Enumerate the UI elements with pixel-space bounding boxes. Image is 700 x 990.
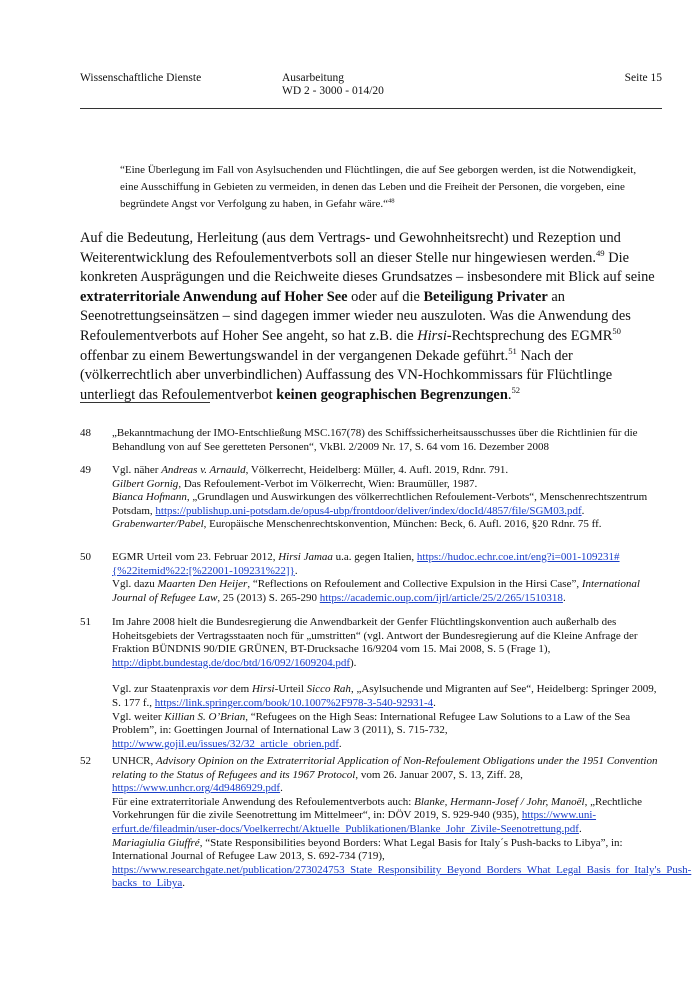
- footnote-text-run: [112, 836, 692, 891]
- footnote-text-run: Vgl. zur Staatenpraxis: [112, 683, 213, 696]
- block-quote: [120, 162, 640, 213]
- bold-text: Beteiligung Privater: [423, 288, 548, 305]
- footnote-text-run: Maarten Den Heijer: [157, 578, 248, 591]
- footnote-number: 52: [80, 755, 91, 767]
- footnote-text: [112, 551, 660, 605]
- footnote-text: „Bekanntmachung der IMO-Entschließung MSC.167(78) des Schiffssicherheitsausschusses über die Richtlinien für die Behandlung von auf See geretteten Personen“, VkBl. 2/2009 Nr. 17, S. 64 vom 16. Dezember 2008: [112, 427, 638, 453]
- italic-text: Hirsi: [417, 327, 447, 344]
- body-text: Auf die Bedeutung, Herleitung (aus dem Vertrags- und Gewohnheitsrecht) und Rezeption und Weiterentwicklung des Refoulementverbots soll an dieser Stelle nur hingewiesen werden.: [80, 230, 621, 266]
- footnote-text-run: vor: [212, 683, 228, 696]
- footnote-text-run: [112, 491, 660, 518]
- footnote-text-run: Im Jahre 2008 hielt die Bundesregierung die Anwendbarkeit der Genfer Flüchtlingskonvention auch außerhalb des Hoheitsgebiets der Vertragsstaaten noch für „umstritten“ (vgl. Antwort der Bundesregierung auf die Kleine Anfrage der Fraktion BÜNDNIS 90/DIE GRÜNEN, BT-Drucksache 16/9204 vom 15. Mai 2008, S. 5 (Frage 1),: [112, 616, 638, 656]
- footnote-link[interactable]: https://www.researchgate.net/publication/273024753_State_Responsibility_Beyond_Borders_What_Legal_Basis_for_Italy's_Push-backs_to_Libya: [112, 863, 692, 890]
- body-text: -Rechtsprechung des EGMR: [446, 327, 613, 344]
- footnote-ref[interactable]: 51: [508, 345, 517, 356]
- body-text: an Seenotrettungseinsätzen – sind dagegen immer wieder neu auszuloten. Was die Anwendung des Refoulementverbots auf Hoher See angeht, so hat z.B. die: [80, 288, 631, 344]
- footnote-text-run: Vgl. weiter: [112, 710, 165, 723]
- footnote-text-run: , „Rechtliche Vorkehrungen für die zivile Seenotrettung im Mittelmeer“, in: DÖV 2019, S. 929-940 (935),: [112, 795, 642, 822]
- footnote-text-run: Für eine extraterritoriale Anwendung des Refoulementverbots auch:: [112, 795, 415, 808]
- footnote-link[interactable]: https://www.unhcr.org/4d9486929.pdf: [112, 782, 281, 795]
- footnote-51: [80, 616, 660, 751]
- footnote-text-run: Vgl. dazu: [112, 578, 158, 591]
- footnote-50: [80, 551, 660, 605]
- footnote-text-run: [112, 796, 660, 837]
- footnote-ref[interactable]: 49: [595, 247, 605, 258]
- footnote-text-run: .: [338, 737, 342, 750]
- footnote-text-run: .: [578, 822, 582, 835]
- footnote-text-run: [112, 551, 660, 578]
- footnote-text-run: Hirsi Jamaa: [278, 551, 333, 563]
- footnote-text-run: Vgl. näher: [112, 464, 162, 476]
- footnote-text-run: , Das Refoulement-Verbot im Völkerrecht, Wien: Braumüller, 1987.: [178, 477, 478, 490]
- body-text: Nach der (völkerrechtlich aber unverbindlichen) Auffassung des VN-Hochkommissars für Flüchtlinge unterliegt das Refoulementverbot: [80, 347, 613, 403]
- footnote-text-run: .: [182, 877, 186, 890]
- body-text: Die konkreten Ausprägungen und die Reichweite dieses Grundsatzes – insbesondere mit Blick auf seine: [80, 249, 655, 286]
- page-number: Seite 15: [624, 72, 662, 84]
- footnote-text-run: -Urteil: [274, 683, 307, 696]
- header-doc-number: WD 2 - 3000 - 014/20: [282, 85, 384, 97]
- body-paragraph: [80, 229, 663, 405]
- body-text: offenbar zu einem Bewertungswandel in der vergangenen Dekade geführt.: [80, 347, 509, 364]
- footnote-text-run: [112, 518, 660, 532]
- footnote-text: [112, 616, 660, 751]
- footnote-text-run: Gilbert Gornig: [112, 477, 179, 490]
- bold-text: extraterritoriale Anwendung auf Hoher See: [80, 288, 348, 305]
- footnote-link[interactable]: https://link.springer.com/book/10.1007%2F978-3-540-92931-4: [154, 696, 434, 709]
- footnote-text-run: .: [433, 696, 436, 709]
- quote-text: “Eine Überlegung im Fall von Asylsuchenden und Flüchtlingen, die auf See geborgen werden, ist die Notwendigkeit, eine Ausschiffung in Gebieten zu vermeiden, in denen das Leben und die Freiheit der Personen, die vorgeben, eine begründete Angst vor Verfolgung zu haben, in Gefahr wäre.“: [120, 164, 637, 210]
- footnote-text-run: [112, 464, 660, 478]
- header-doc-type: Ausarbeitung: [282, 72, 344, 84]
- footnote-link[interactable]: https://academic.oup.com/ijrl/article/25/2/265/1510318: [319, 591, 563, 604]
- footnote-text-run: , “Reflections on Refoulement and Collective Expulsion in the Hirsi Case”,: [247, 578, 582, 591]
- footnote-link[interactable]: https://publishup.uni-potsdam.de/opus4-ubp/frontdoor/deliver/index/docId/4857/file/SGM03.pdf: [155, 504, 582, 517]
- footnote-ref[interactable]: 48: [388, 197, 395, 205]
- footnote-ref[interactable]: 52: [511, 384, 521, 395]
- header-department: Wissenschaftliche Dienste: [80, 72, 202, 84]
- footnote-text-run: .: [294, 564, 298, 577]
- footnote-link[interactable]: https://www.uni-erfurt.de/fileadmin/user-docs/Voelkerrecht/Aktuelle_Publikationen/Blanke_Johr_Zivile-Seenotrettung.pdf: [112, 809, 597, 835]
- footnote-number: 48: [80, 427, 91, 439]
- footnote-text-run: u.a. gegen Italien,: [332, 551, 417, 563]
- header-document-id: [282, 72, 384, 98]
- footnote-text-run: dem: [227, 683, 252, 696]
- footnote-text-run: [112, 683, 660, 710]
- footnote-text-run: Mariagiulia Giuffré: [112, 836, 200, 849]
- footnote-text-run: .: [581, 504, 585, 517]
- footnote-link[interactable]: http://www.gojil.eu/issues/32/32_article_obrien.pdf: [112, 737, 339, 750]
- footnote-text-run: [112, 711, 660, 752]
- footnote-text-run: UNHCR,: [112, 755, 157, 767]
- footnote-text-run: [112, 755, 660, 796]
- footnote-link[interactable]: https://hudoc.echr.coe.int/eng?i=001-109231#{%22itemid%22:[%22001-109231%22]}: [112, 551, 620, 577]
- footnote-text: [112, 755, 692, 891]
- footnote-text-run: .: [280, 782, 283, 795]
- footnote-link[interactable]: http://dipbt.bundestag.de/doc/btd/16/092/1609204.pdf: [112, 656, 351, 669]
- footnote-text-run: , Völkerrecht, Heidelberg: Müller, 4. Aufl. 2019, Rdnr. 791.: [245, 464, 509, 476]
- page-header: [80, 70, 662, 109]
- footnote-text-run: ).: [350, 656, 357, 669]
- footnote-text-run: Bianca Hofmann: [112, 491, 187, 504]
- footnote-text-run: Advisory Opinion on the Extraterritorial Application of Non-Refoulement Obligations under the 1951 Convention relating to the Status of Refugees and its 1967 Protocol: [112, 755, 658, 781]
- body-text: oder auf die: [347, 288, 424, 305]
- footnote-52: [80, 755, 692, 891]
- footnote-48: [80, 427, 660, 454]
- footnote-number: 49: [80, 464, 91, 476]
- footnote-text-run: International Journal of Refugee Law: [112, 578, 640, 604]
- footnote-text-run: Blanke, Hermann-Josef / Johr, Manoël: [414, 795, 585, 808]
- footnote-text-run: , „Grundlagen und Auswirkungen des völkerrechtlichen Refoulement-Verbots“, Menschenrechtszentrum Potsdam,: [112, 491, 648, 517]
- footnote-text-run: [112, 616, 660, 670]
- footnote-text-run: .: [562, 591, 566, 604]
- footnote-text: [112, 464, 660, 532]
- footnote-49: [80, 464, 660, 532]
- footnote-text-run: , vom 26. Januar 2007, S. 13, Ziff. 28,: [355, 768, 523, 781]
- footnote-text-run: , 25 (2013) S. 265-290: [217, 591, 320, 604]
- footnote-text-run: Sicco Rah: [306, 683, 351, 696]
- footnote-text-run: Grabenwarter/Pabel: [112, 518, 204, 531]
- footnote-ref[interactable]: 50: [612, 326, 621, 337]
- footnote-text-run: , Europäische Menschenrechtskonvention, München: Beck, 6. Aufl. 2016, §20 Rdnr. 75 ff.: [203, 518, 602, 531]
- footnote-separator: [80, 402, 210, 403]
- footnote-number: 50: [80, 551, 91, 563]
- footnote-text-run: Killian S. O’Brian: [164, 710, 246, 723]
- footnote-text-run: Andreas v. Arnauld: [161, 464, 246, 476]
- footnote-text-run: , „Asylsuchende und Migranten auf See“, Heidelberg: Springer 2009, S. 177 f.,: [112, 683, 657, 709]
- body-text: .: [507, 386, 512, 403]
- footnote-text-run: , “Refugees on the High Seas: International Refugee Law Solutions to a Law of the Sea Problem”, in: Goettingen Journal of International Law 3 (2011), S. 715-732,: [112, 710, 631, 737]
- footnote-text-run: [112, 478, 660, 492]
- footnote-text-run: EGMR Urteil vom 23. Februar 2012,: [112, 551, 279, 563]
- footnote-text-run: [112, 578, 660, 605]
- bold-text: keinen geographischen Begrenzungen: [276, 386, 508, 403]
- footnote-number: 51: [80, 616, 91, 628]
- footnote-text-run: Hirsi: [251, 683, 275, 696]
- footnote-text-run: , “State Responsibilities beyond Borders: What Legal Basis for Italy´s Push-backs to Libya”, in: International Journal of Refugee Law 2013, S. 692-734 (719),: [112, 836, 623, 863]
